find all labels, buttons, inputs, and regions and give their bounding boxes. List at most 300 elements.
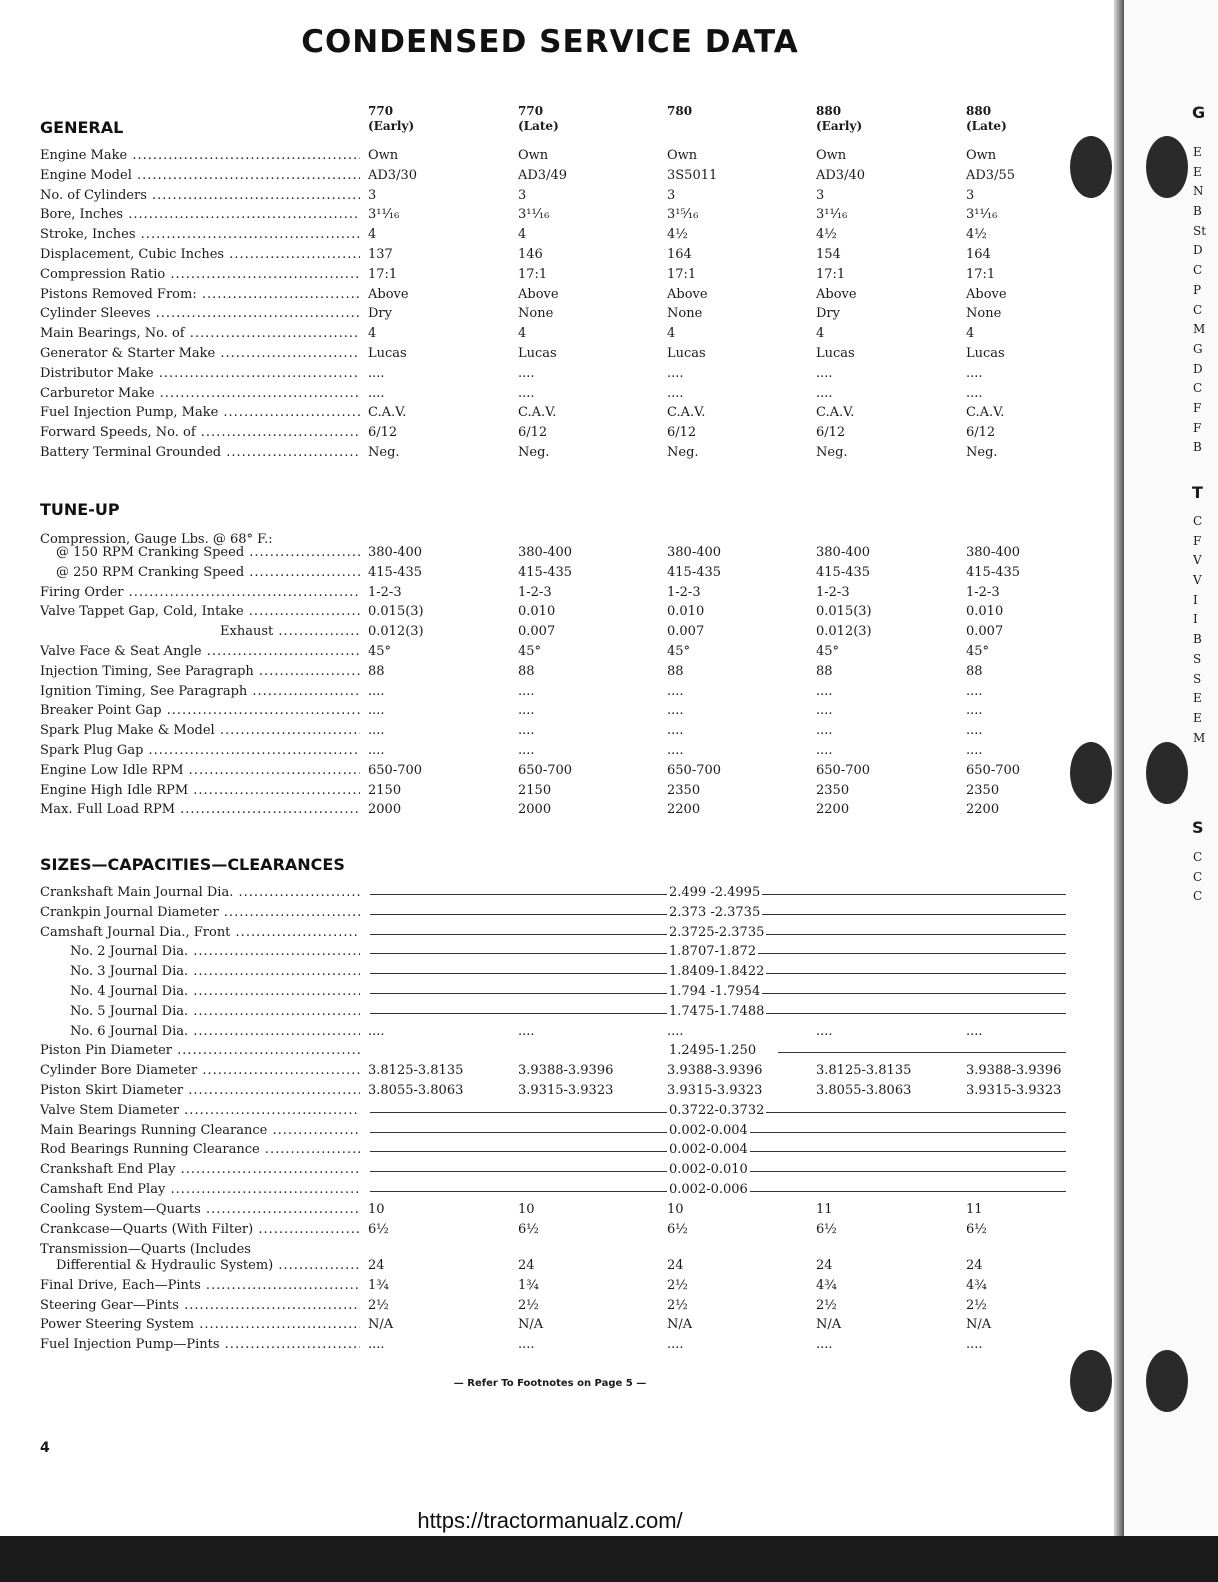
row-label: No. 2 Journal Dia. ..... (40, 944, 360, 964)
cell-value: 45° (816, 644, 840, 659)
cell-value: C.A.V. (966, 405, 1005, 421)
cell-value: .... (966, 743, 983, 758)
row-label: Pistons Removed From: ..... (40, 287, 360, 307)
cell-value: 1¾ (518, 1277, 539, 1293)
cell-value: .... (966, 385, 983, 401)
cell-value: 6/12 (368, 425, 398, 441)
cell-value: Own (368, 148, 399, 163)
row-label: Fuel Injection Pump—Pints ..... (40, 1337, 360, 1357)
facing-page-heading-general: G (1192, 103, 1206, 122)
cell-value: 0.007 (518, 624, 556, 640)
cell-value: 88 (368, 663, 385, 679)
cell-value: 6½ (966, 1221, 987, 1237)
row-label: Cylinder Bore Diameter ..... (40, 1063, 360, 1083)
cell-value: 3.9315-3.9323 (966, 1083, 1062, 1098)
cell-value: 3¹¹⁄₁₆ (816, 207, 848, 223)
cell-value: 415-435 (816, 564, 871, 580)
row-label: Generator & Starter Make ..... (40, 346, 360, 366)
facing-page-letter: N (1193, 184, 1204, 199)
cell-value: 0.007 (966, 624, 1004, 640)
cell-value: 1-2-3 (966, 584, 1000, 600)
table-row (40, 267, 1080, 287)
row-label: Main Bearings, No. of ..... (40, 326, 360, 346)
cell-value: Lucas (966, 346, 1005, 361)
cell-value: .... (518, 703, 535, 719)
cell-value: 4¾ (816, 1277, 837, 1293)
row-label: No. 4 Journal Dia. ..... (40, 984, 360, 1004)
table-row (40, 664, 1080, 684)
table-row (40, 1024, 1080, 1044)
row-label: Engine Model ..... (40, 168, 360, 188)
cell-value: .... (667, 1337, 684, 1353)
table-row (40, 366, 1080, 386)
cell-value: Neg. (667, 445, 699, 460)
cell-value: .... (667, 1023, 684, 1039)
cell-value: 3¹⁵⁄₁₆ (667, 207, 699, 223)
cell-value: .... (368, 1023, 385, 1039)
cell-value: 17:1 (667, 266, 697, 282)
cell-value: 6½ (816, 1221, 837, 1237)
cell-value: 164 (966, 247, 991, 262)
punch-hole (1146, 136, 1188, 198)
facing-page-letter: B (1193, 632, 1202, 647)
cell-value: 6/12 (667, 425, 697, 441)
cell-value: 45° (518, 644, 542, 659)
table-row (40, 326, 1080, 346)
row-label: No. 5 Journal Dia. ..... (40, 1004, 360, 1024)
column-header-780: 780 (667, 104, 693, 118)
cell-value: 650-700 (518, 762, 573, 778)
cell-value: 45° (667, 644, 691, 659)
cell-value: .... (368, 1337, 385, 1353)
table-row (40, 306, 1080, 326)
cell-value: .... (368, 365, 385, 381)
facing-page-letter: V (1193, 573, 1202, 588)
row-label: Crankcase—Quarts (With Filter) ..... (40, 1222, 360, 1242)
table-row (40, 386, 1080, 406)
table-row (40, 1004, 1080, 1024)
cell-value: 3.8125-3.8135 (816, 1063, 912, 1079)
facing-page-letter: F (1193, 533, 1202, 548)
cell-value: 6/12 (966, 425, 996, 441)
shared-value: 1.8707-1.872 (669, 944, 757, 960)
row-label: Spark Plug Make & Model ..... (40, 723, 360, 743)
cell-value: .... (368, 723, 385, 739)
column-header-880-early: 880 (Early) (816, 104, 863, 133)
punch-hole (1070, 136, 1112, 198)
table-row (40, 1103, 1080, 1123)
cell-value: 88 (667, 663, 684, 679)
cell-value: 88 (518, 663, 535, 679)
cell-value: 4 (667, 326, 676, 342)
facing-page-letter: I (1193, 612, 1198, 627)
cell-value: 2200 (667, 802, 701, 818)
cell-value: AD3/40 (816, 167, 866, 183)
table-row (40, 1337, 1080, 1357)
cell-value: .... (966, 683, 983, 699)
facing-page-letter: C (1193, 869, 1203, 884)
table-row (40, 247, 1080, 267)
table-row (40, 227, 1080, 247)
cell-value: 2000 (368, 802, 402, 818)
cell-value: 2000 (518, 802, 552, 818)
facing-page-letter: G (1193, 341, 1203, 356)
cell-value: 24 (368, 1258, 385, 1273)
footnote-reference: — Refer To Footnotes on Page 5 — (453, 1378, 647, 1389)
cell-value: 88 (966, 663, 983, 679)
cell-value: 4 (518, 227, 527, 243)
table-row (40, 565, 1080, 585)
row-label: Carburetor Make ..... (40, 386, 360, 406)
row-label: Final Drive, Each—Pints ..... (40, 1278, 360, 1298)
cell-value: .... (667, 365, 684, 381)
cell-value: 380-400 (966, 545, 1021, 560)
cell-value: 0.015(3) (816, 604, 872, 620)
cell-value: 3.9388-3.9396 (667, 1063, 763, 1079)
cell-value: 3.8055-3.8063 (816, 1083, 912, 1098)
cell-value: 1-2-3 (368, 584, 402, 600)
cell-value: .... (518, 723, 535, 739)
table-row (40, 1298, 1080, 1318)
row-label: Engine Low Idle RPM ..... (40, 763, 360, 783)
facing-page-sizes-labels (1193, 848, 1218, 907)
cell-value: 4½ (816, 227, 837, 243)
table-row (40, 1222, 1080, 1242)
shared-value: 1.7475-1.7488 (669, 1003, 765, 1019)
table-row (40, 405, 1080, 425)
row-label: No. 6 Journal Dia. ..... (40, 1024, 360, 1044)
shared-value: 0.002-0.010 (669, 1162, 748, 1178)
cell-value: Neg. (518, 445, 550, 460)
cell-value: 24 (816, 1258, 833, 1273)
row-label: Cylinder Sleeves ..... (40, 306, 360, 326)
facing-page-letter: P (1193, 282, 1202, 297)
cell-value: 1-2-3 (667, 584, 701, 600)
cell-value: Own (966, 148, 997, 163)
cell-value: 45° (966, 644, 990, 659)
cell-value: .... (368, 703, 385, 719)
cell-value: 380-400 (518, 545, 573, 560)
cell-value: 0.010 (667, 604, 705, 620)
row-label: Forward Speeds, No. of ..... (40, 425, 360, 445)
row-label: Crankshaft End Play ..... (40, 1162, 360, 1182)
cell-value: N/A (518, 1317, 544, 1333)
row-label: Engine Make ..... (40, 148, 360, 168)
table-row (40, 545, 1080, 565)
row-label: Max. Full Load RPM ..... (40, 802, 360, 822)
cell-value: .... (667, 743, 684, 758)
table-row (40, 743, 1080, 763)
cell-value: .... (518, 743, 535, 758)
row-label: Stroke, Inches ..... (40, 227, 360, 247)
shared-value: 0.3722-0.3732 (669, 1102, 765, 1118)
row-label: Battery Terminal Grounded ..... (40, 445, 360, 465)
cell-value: Lucas (667, 346, 706, 361)
cell-value: AD3/49 (518, 167, 568, 183)
table-row (40, 1083, 1080, 1103)
table-row (40, 723, 1080, 743)
row-label: @ 150 RPM Cranking Speed ..... (40, 545, 360, 565)
row-label: Exhaust ..... (40, 624, 360, 644)
cell-value: Lucas (518, 346, 557, 361)
shared-value: 2.499 -2.4995 (669, 885, 761, 900)
page-title: CONDENSED SERVICE DATA (301, 24, 799, 60)
cell-value: 6½ (368, 1221, 389, 1237)
shared-value: 1.8409-1.8422 (669, 964, 765, 980)
cell-value: None (518, 306, 554, 322)
cell-value: None (667, 306, 703, 322)
row-label: Valve Face & Seat Angle ..... (40, 644, 360, 664)
cell-value: .... (667, 723, 684, 739)
cell-value: 0.007 (667, 624, 705, 640)
table-row (40, 1043, 1080, 1063)
bottom-bar (0, 1536, 1218, 1582)
row-label: Camshaft Journal Dia., Front ..... (40, 925, 360, 945)
cell-value: 415-435 (667, 564, 722, 580)
row-label: Ignition Timing, See Paragraph ..... (40, 684, 360, 704)
cell-value: 415-435 (368, 564, 423, 580)
cell-value: Own (667, 148, 698, 163)
cell-value: 2150 (368, 782, 402, 798)
table-row (40, 802, 1080, 822)
cell-value: N/A (368, 1317, 394, 1333)
cell-value: 0.012(3) (368, 624, 424, 640)
cell-value: Above (667, 286, 708, 302)
cell-value: C.A.V. (368, 405, 407, 421)
table-row (40, 1162, 1080, 1182)
cell-value: 2½ (667, 1277, 688, 1293)
facing-page-heading-tuneup: T (1192, 483, 1203, 502)
cell-value: 17:1 (816, 266, 846, 282)
cell-value: .... (816, 365, 833, 381)
table-row (40, 763, 1080, 783)
cell-value: 415-435 (518, 564, 573, 580)
table-row (40, 885, 1080, 905)
punch-hole (1070, 742, 1112, 804)
cell-value: 1-2-3 (518, 584, 552, 600)
column-header-770-early: 770 (Early) (368, 104, 415, 133)
table-row (40, 445, 1080, 465)
table-row (40, 624, 1080, 644)
cell-value: 650-700 (966, 762, 1021, 778)
cell-value: N/A (667, 1317, 693, 1333)
row-label: Piston Skirt Diameter ..... (40, 1083, 360, 1103)
row-label: Injection Timing, See Paragraph ..... (40, 664, 360, 684)
cell-value: Neg. (966, 445, 998, 460)
cell-value: 4 (368, 227, 377, 243)
facing-page-letter: C (1193, 889, 1203, 904)
cell-value: AD3/55 (966, 167, 1016, 183)
cell-value: AD3/30 (368, 167, 418, 183)
cell-value: 3S5011 (667, 167, 718, 183)
table-row (40, 905, 1080, 925)
cell-value: 0.010 (966, 604, 1004, 620)
cell-value: 17:1 (966, 266, 996, 282)
cell-value: 11 (816, 1201, 833, 1217)
cell-value: 2½ (667, 1297, 688, 1313)
cell-value: 24 (667, 1258, 684, 1273)
facing-page-letter: E (1193, 691, 1202, 706)
table-row (40, 1142, 1080, 1162)
cell-value: 3 (368, 187, 377, 203)
cell-value: 1¾ (368, 1277, 389, 1293)
cell-value: .... (966, 703, 983, 719)
cell-value: None (966, 306, 1002, 322)
row-label: @ 250 RPM Cranking Speed ..... (40, 565, 360, 585)
cell-value: .... (816, 385, 833, 401)
cell-value: 45° (368, 644, 392, 659)
cell-value: 3.9315-3.9323 (667, 1083, 763, 1098)
cell-value: 146 (518, 247, 543, 262)
table-row (40, 604, 1080, 624)
table-row (40, 1123, 1080, 1143)
cell-value: 4½ (966, 227, 987, 243)
cell-value: Above (518, 286, 559, 302)
cell-value: .... (518, 683, 535, 699)
cell-value: 650-700 (667, 762, 722, 778)
row-label: Displacement, Cubic Inches ..... (40, 247, 360, 267)
cell-value: 6½ (518, 1221, 539, 1237)
cell-value: 415-435 (966, 564, 1021, 580)
facing-page-letter: S (1193, 671, 1202, 686)
cell-value: .... (518, 1337, 535, 1353)
cell-value: 17:1 (368, 266, 398, 282)
section-heading-tuneup: TUNE-UP (40, 500, 120, 519)
table-row (40, 644, 1080, 664)
facing-page-letter: B (1193, 440, 1202, 455)
cell-value: 88 (816, 663, 833, 679)
table-row (40, 207, 1080, 227)
cell-value: .... (667, 385, 684, 401)
cell-value: .... (816, 1337, 833, 1353)
cell-value: 380-400 (816, 545, 871, 560)
transmission-label-line1: Transmission—Quarts (Includes (40, 1242, 251, 1257)
row-label: Fuel Injection Pump, Make ..... (40, 405, 360, 425)
cell-value: .... (368, 385, 385, 401)
facing-page-letter: C (1193, 263, 1203, 278)
facing-page-heading-sizes: S (1192, 818, 1204, 837)
row-label: Engine High Idle RPM ..... (40, 783, 360, 803)
column-header-770-late: 770 (Late) (518, 104, 559, 133)
facing-page-letter: C (1193, 850, 1203, 864)
cell-value: 10 (667, 1201, 684, 1217)
cell-value: 3 (518, 187, 527, 203)
row-label: Distributor Make ..... (40, 366, 360, 386)
facing-page-letter: I (1193, 592, 1198, 607)
cell-value: Above (966, 286, 1007, 302)
facing-page-letter: S (1193, 651, 1202, 666)
facing-page-letter: St (1193, 223, 1207, 238)
binding-gutter (1114, 0, 1124, 1536)
cell-value: 3¹¹⁄₁₆ (368, 207, 400, 223)
facing-page-letter: C (1193, 514, 1203, 528)
facing-page-tuneup-labels (1193, 512, 1218, 748)
row-label: Crankshaft Main Journal Dia. ..... (40, 885, 360, 905)
table-row (40, 1063, 1080, 1083)
cell-value: 3.8055-3.8063 (368, 1083, 464, 1098)
cell-value: Lucas (368, 346, 407, 361)
cell-value: 24 (518, 1258, 535, 1273)
row-label: Piston Pin Diameter ..... (40, 1043, 360, 1063)
source-url: https://tractormanualz.com/ (417, 1508, 683, 1533)
cell-value: 2½ (518, 1297, 539, 1313)
cell-value: N/A (966, 1317, 992, 1333)
table-row (40, 964, 1080, 984)
row-label: Crankpin Journal Diameter ..... (40, 905, 360, 925)
row-label: Rod Bearings Running Clearance ..... (40, 1142, 360, 1162)
cell-value: Above (368, 286, 409, 302)
facing-page-letter: E (1193, 164, 1202, 179)
table-row (40, 925, 1080, 945)
cell-value: .... (966, 1023, 983, 1039)
cell-value: 2350 (816, 782, 850, 798)
cell-value: 17:1 (518, 266, 548, 282)
facing-page-letter: M (1193, 730, 1206, 745)
table-row (40, 703, 1080, 723)
row-label: Differential & Hydraulic System) ..... (40, 1258, 360, 1278)
cell-value: 3.8125-3.8135 (368, 1063, 464, 1079)
cell-value: .... (816, 683, 833, 699)
row-label: Valve Stem Diameter ..... (40, 1103, 360, 1123)
facing-page-letter: V (1193, 553, 1202, 568)
table-row (40, 1278, 1080, 1298)
page-number: 4 (40, 1440, 50, 1456)
table-row (40, 1182, 1080, 1202)
cell-value: .... (518, 1023, 535, 1039)
facing-page-letter: F (1193, 420, 1202, 435)
cell-value: .... (518, 385, 535, 401)
cell-value: Own (518, 148, 549, 163)
cell-value: 3 (816, 187, 825, 203)
continuous-line (778, 1052, 1066, 1053)
table-row (40, 984, 1080, 1004)
table-row (40, 346, 1080, 366)
cell-value: 10 (368, 1201, 385, 1217)
cell-value: Neg. (816, 445, 848, 460)
cell-value: Neg. (368, 445, 400, 460)
cell-value: .... (518, 365, 535, 381)
facing-page-letter: D (1193, 243, 1203, 258)
shared-value: 2.373 -2.3735 (669, 904, 761, 920)
row-label: No. 3 Journal Dia. ..... (40, 964, 360, 984)
cell-value: 0.010 (518, 604, 556, 620)
table-row (40, 783, 1080, 803)
cell-value: C.A.V. (667, 405, 706, 421)
cell-value: .... (816, 743, 833, 758)
cell-value: Dry (368, 306, 392, 322)
cell-value: .... (816, 703, 833, 719)
section-heading-general: GENERAL (40, 118, 124, 137)
cell-value: 6/12 (518, 425, 548, 441)
shared-value: 0.002-0.006 (669, 1182, 748, 1197)
cell-value: 2½ (966, 1297, 987, 1313)
cell-value: 3¹¹⁄₁₆ (518, 207, 550, 223)
row-label: Power Steering System ..... (40, 1317, 360, 1337)
table-row (40, 425, 1080, 445)
row-label: No. of Cylinders ..... (40, 188, 360, 208)
cell-value: 2½ (816, 1297, 837, 1313)
cell-value: 650-700 (816, 762, 871, 778)
cell-value: .... (667, 683, 684, 699)
cell-value: .... (667, 703, 684, 719)
table-row (40, 188, 1080, 208)
cell-value: .... (368, 683, 385, 699)
cell-value: 4 (966, 326, 975, 342)
cell-value: 2200 (966, 802, 1000, 818)
row-label: Valve Tappet Gap, Cold, Intake ..... (40, 604, 360, 624)
cell-value: 154 (816, 247, 841, 262)
cell-value: .... (966, 365, 983, 381)
